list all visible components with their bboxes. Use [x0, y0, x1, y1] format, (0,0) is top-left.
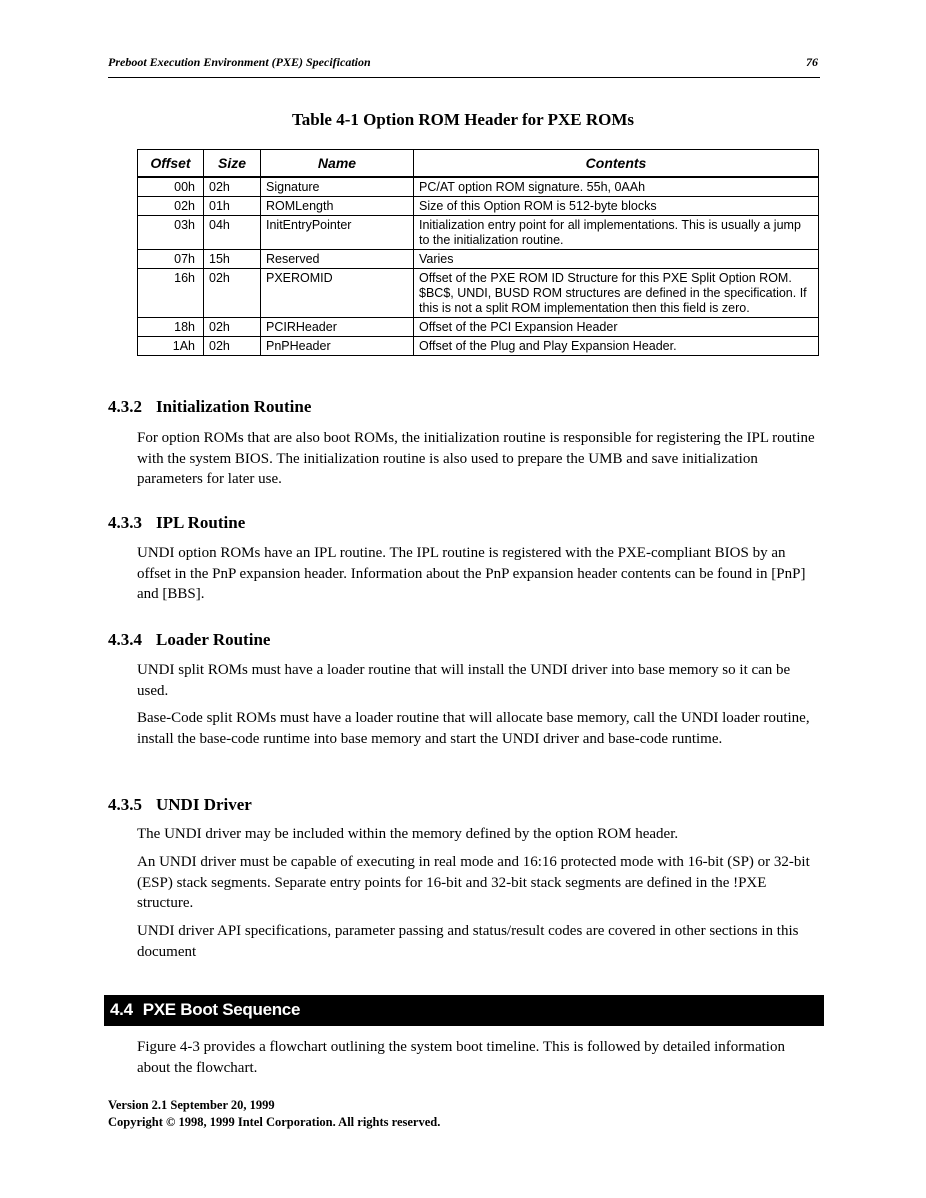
table-caption: Table 4-1 Option ROM Header for PXE ROMs: [291, 110, 635, 129]
page-number: 76: [806, 55, 818, 69]
table-row: [138, 216, 819, 250]
table-row: [138, 250, 819, 269]
section-heading-bar-4-4: [104, 995, 824, 1026]
paragraph: The UNDI driver may be included within the memory defined by the option ROM header.: [137, 826, 679, 842]
size-cell: 04h: [204, 216, 261, 250]
footer-version: Version 2.1 September 20, 1999: [108, 1098, 275, 1112]
contents-cell: Initialization entry point for all implementations. This is usually a jump to the initialization routine.: [414, 216, 819, 250]
footer-copyright: Copyright © 1998, 1999 Intel Corporation. All rights reserved.: [108, 1115, 441, 1129]
option-rom-header-table: [137, 149, 819, 356]
table-header-row: [138, 150, 819, 178]
section-heading-4-3-4: [108, 630, 270, 650]
contents-cell: Offset of the Plug and Play Expansion Header.: [414, 337, 819, 356]
paragraph: UNDI split ROMs must have a loader routine that will install the UNDI driver into base memory so it can be used.: [137, 662, 791, 699]
size-cell: 01h: [204, 197, 261, 216]
section-title: Loader Routine: [156, 630, 271, 649]
section-title: PXE Boot Sequence: [142, 1000, 301, 1019]
table-row: [138, 269, 819, 318]
paragraph: UNDI option ROMs have an IPL routine. The IPL routine is registered with the PXE-compliant BIOS by an offset in the PnP expansion header. Information about the PnP expansion header contents can be found in [PnP] and [BBS].: [137, 545, 806, 602]
section-number: 4.3.2: [108, 397, 142, 416]
offset-cell: 00h: [138, 177, 204, 197]
contents-cell: Size of this Option ROM is 512-byte blocks: [414, 197, 819, 216]
name-cell: PnPHeader: [261, 337, 414, 356]
column-header-size: Size: [204, 150, 261, 178]
name-cell: ROMLength: [261, 197, 414, 216]
name-cell: InitEntryPointer: [261, 216, 414, 250]
header-rule: [108, 77, 820, 78]
name-cell: Reserved: [261, 250, 414, 269]
section-heading-4-4: [110, 1000, 300, 1020]
table-row: [138, 197, 819, 216]
section-title: IPL Routine: [156, 513, 246, 532]
paragraph: UNDI driver API specifications, parameter passing and status/result codes are covered in other sections in this document: [137, 923, 799, 960]
section-number: 4.4: [110, 1000, 133, 1019]
contents-cell: PC/AT option ROM signature. 55h, 0AAh: [414, 177, 819, 197]
column-header-contents: Contents: [414, 150, 819, 178]
offset-cell: 02h: [138, 197, 204, 216]
paragraph: Figure 4-3 provides a flowchart outlining the system boot timeline. This is followed by detailed information about the flowchart.: [137, 1039, 785, 1076]
paragraph: An UNDI driver must be capable of executing in real mode and 16:16 protected mode with 16-bit (SP) or 32-bit (ESP) stack segments. Separate entry points for 16-bit and 32-bit stack segments are defined in the !PXE structure.: [137, 854, 810, 911]
section-number: 4.3.4: [108, 630, 142, 649]
section-number: 4.3.5: [108, 795, 142, 814]
table-row: [138, 177, 819, 197]
section-title: Initialization Routine: [156, 397, 312, 416]
offset-cell: 1Ah: [138, 337, 204, 356]
contents-cell: Offset of the PXE ROM ID Structure for this PXE Split Option ROM. $BC$, UNDI, BUSD ROM structures are defined in the specification. If this is not a split ROM implementation then this field is zero.: [414, 269, 819, 318]
running-header-title: Preboot Execution Environment (PXE) Specification: [108, 55, 371, 69]
table-row: [138, 318, 819, 337]
offset-cell: 03h: [138, 216, 204, 250]
section-heading-4-3-3: [108, 513, 245, 533]
size-cell: 02h: [204, 337, 261, 356]
name-cell: PCIRHeader: [261, 318, 414, 337]
column-header-name: Name: [261, 150, 414, 178]
contents-cell: Varies: [414, 250, 819, 269]
offset-cell: 07h: [138, 250, 204, 269]
section-heading-4-3-5: [108, 795, 252, 815]
size-cell: 02h: [204, 318, 261, 337]
paragraph: For option ROMs that are also boot ROMs, the initialization routine is responsible for registering the IPL routine with the system BIOS. The initialization routine is also used to prepare the UMB and save initialization parameters for later use.: [137, 430, 815, 487]
size-cell: 02h: [204, 269, 261, 318]
offset-cell: 16h: [138, 269, 204, 318]
name-cell: Signature: [261, 177, 414, 197]
section-heading-4-3-2: [108, 397, 311, 417]
section-title: UNDI Driver: [156, 795, 252, 814]
offset-cell: 18h: [138, 318, 204, 337]
name-cell: PXEROMID: [261, 269, 414, 318]
contents-cell: Offset of the PCI Expansion Header: [414, 318, 819, 337]
column-header-offset: Offset: [138, 150, 204, 178]
paragraph: Base-Code split ROMs must have a loader routine that will allocate base memory, call the UNDI loader routine, install the base-code runtime into base memory and start the UNDI driver and base-code runtime.: [137, 710, 810, 747]
section-number: 4.3.3: [108, 513, 142, 532]
table-row: [138, 337, 819, 356]
size-cell: 15h: [204, 250, 261, 269]
size-cell: 02h: [204, 177, 261, 197]
page-footer: [108, 1097, 440, 1131]
